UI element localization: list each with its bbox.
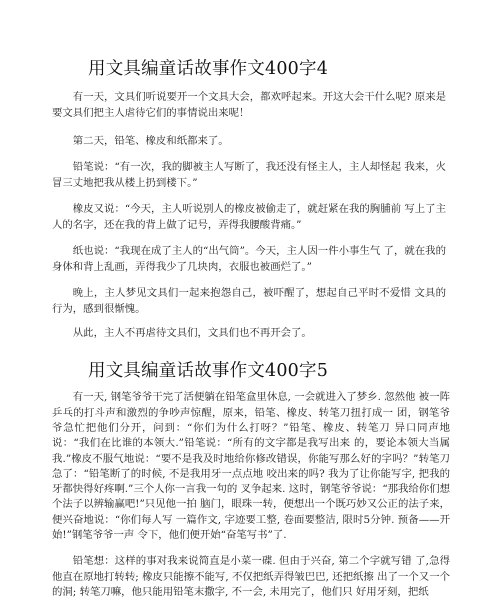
paragraph: 晚上，主人梦见文具们一起来抱怨自己，被吓醒了，想起自己平时不爱惜 文具的行为，感到很惭愧。 <box>52 287 446 315</box>
paragraph: 有一天, 钢笔爷爷干完了活便躺在铅笔盒里休息, 一会就进入了梦乡. 忽然他 被一阵乒乓的打斗声和激烈的争吵声惊醒，原来，铅笔、橡皮、转笔刀扭打成一 团，钢笔爷爷急忙把他们分开，问到：“你们为什么打呀？”铅笔、橡皮、转笔刀 异口同声地说：“我们在比谁的本领大.”铅笔说：“所有的文字都是我写出来 的，要论本领大当属我.”橡皮不服气地说：“要不是我及时地给你修改错误，你能写那么好的字吗？”转笔刀急了：“铅笔断了的时候, 不是我用牙一点点地 咬出来的吗? 我为了让你能写字, 把我的牙都快得好疼啊.”三个人你一言我一句的 叉争起来. 这时，钢笔爷爷说：“那我给你们想个法子以辨输赢吧!”只见他一拍 脑门，眼珠一转，便想出一个既巧妙又公正的法子来，便兴奋地说：“你们每人写 一篇作文, 字迹要工整, 卷面要整洁, 限时5分钟. 预备——开始!”钢笔爷爷一声 令下，他们便开始“奋笔写书”了. <box>52 391 450 542</box>
paragraph: 第二天，铅笔、橡皮和纸都来了。 <box>72 135 229 148</box>
paragraph: 纸也说：“我现在成了主人的“出气筒”。今天，主人因一件小事生气 了，就在我的身体和背上乱画，弄得我少了几块肉，衣服也被画烂了。” <box>52 245 446 273</box>
paragraph: 橡皮又说：“今天，主人听说别人的橡皮被偷走了，就赶紧在我的胸脯前 写上了主人的名字，还在我的背上做了记号，弄得我腰酸背痛。” <box>52 203 446 231</box>
paragraph: 铅笔想：这样的事对我来说简直是小菜一碟. 但由于兴奋, 第二个字就写错 了,急得他直在原地打转转; 橡皮只能擦不能写, 不仅把纸弄得皱巴巴, 还把纸擦 出了一个又一个的洞; 转笔刀嘛，他只能用铅笔末撒字, 不一会, 未用完了，他们只 好用牙刻，把纸 <box>52 555 450 598</box>
paragraph: 铅笔说：“有一次，我的脚被主人写断了，我还没有怪主人，主人却怪起 我来，火冒三丈地把我从楼上扔到楼下。” <box>52 161 446 189</box>
section-title: 用文具编童话故事作文400字5 <box>88 360 329 381</box>
paragraph: 从此，主人不再虐待文具们，文具们也不再开会了。 <box>72 327 312 340</box>
section-title: 用文具编童话故事作文400字4 <box>88 58 329 79</box>
paragraph: 有一天，文具们听说要开一个文具大会，都欢呼起来。开这大会干什么呢? 原来是要文具们把主人虐待它们的事情说出来呢！ <box>52 91 446 119</box>
